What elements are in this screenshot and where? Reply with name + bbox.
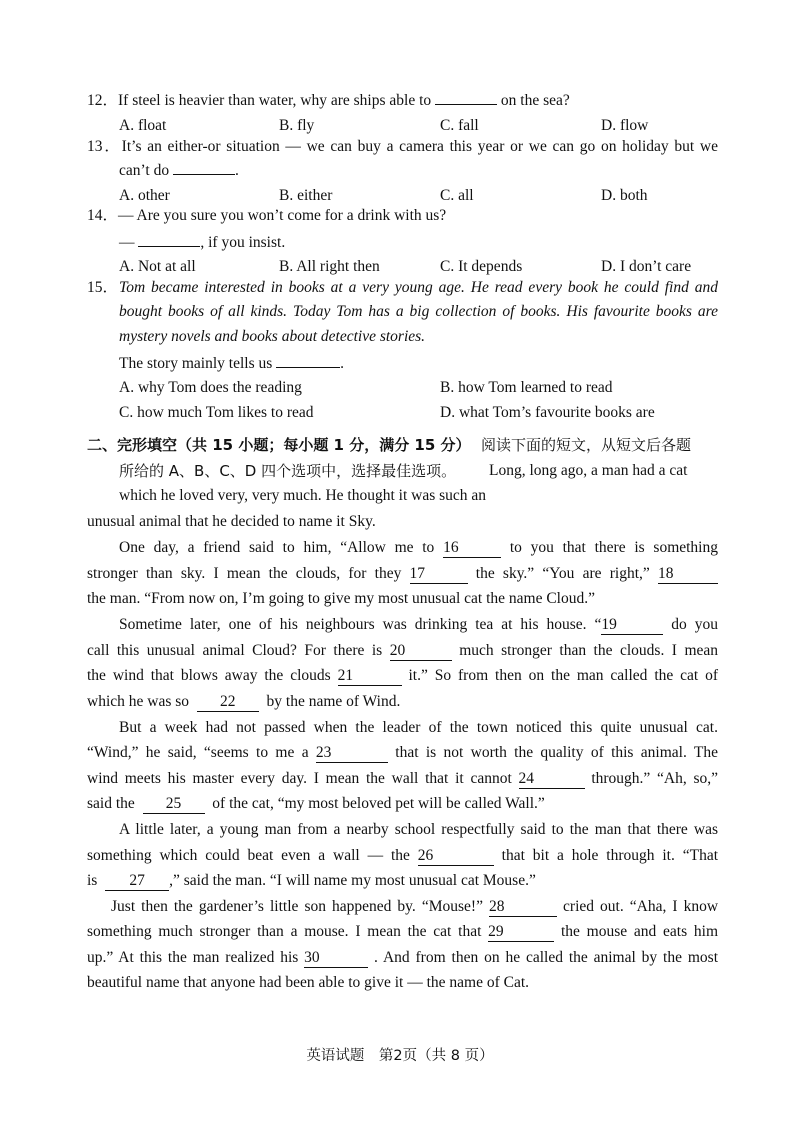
q15-blank xyxy=(276,353,340,368)
q15-passage-line1: Tom became interested in books at a very young age. He read every book he could find and xyxy=(119,279,718,296)
q14-option-a: A. Not at all xyxy=(119,258,196,275)
passage-opening-line3: unusual animal that he decided to name it Sky. xyxy=(87,513,376,530)
q15-passage-line2: bought books of all kinds. Today Tom has a big collection of books. His favourite books are xyxy=(119,303,718,320)
q13-option-c: C. all xyxy=(440,187,474,204)
cloze-blank-20: 20 xyxy=(390,642,452,661)
q15-option-c: C. how much Tom likes to read xyxy=(119,404,314,421)
cloze-blank-26: 26 xyxy=(418,847,494,866)
cloze-line: the wind that blows away the clouds 21 it.” So from then on the man called the cat of xyxy=(87,667,719,684)
cloze-blank-18: 18 xyxy=(658,565,718,584)
cloze-line: wind meets his master every day. I mean the wall that it cannot 24 through.” “Ah, so,” xyxy=(87,770,719,787)
passage-opening-line1: Long, long ago, a man had a cat xyxy=(489,462,688,479)
q14-blank xyxy=(138,232,200,247)
q14-option-b: B. All right then xyxy=(279,258,380,275)
cloze-line: is 27 ,” said the man. “I will name my most unusual cat Mouse.” xyxy=(87,872,536,889)
q15-stem: The story mainly tells us . xyxy=(119,355,345,372)
cloze-blank-24: 24 xyxy=(519,770,585,789)
q13-blank xyxy=(173,160,235,175)
cloze-blank-16: 16 xyxy=(443,539,501,558)
cloze-line: up.” At this the man realized his 30 . And from then on he called the animal by the most xyxy=(87,949,719,966)
cloze-blank-30: 30 xyxy=(304,949,368,968)
q13-option-b: B. either xyxy=(279,187,333,204)
q14-option-c: C. It depends xyxy=(440,258,523,275)
cloze-line: One day, a friend said to him, “Allow me to 16 to you that there is something xyxy=(119,539,718,556)
cloze-blank-19: 19 xyxy=(601,616,663,635)
cloze-line: something much stronger than a mouse. I mean the cat that 29 the mouse and eats him xyxy=(87,923,719,940)
cloze-line: the man. “From now on, I’m going to give my most unusual cat the name Cloud.” xyxy=(87,590,595,607)
q13-option-d: D. both xyxy=(601,187,648,204)
section2-heading: 二、完形填空（共 15 小题；每小题 1 分，满分 15 分） xyxy=(87,436,471,454)
passage-opening-line2: which he loved very, very much. He thought it was such an xyxy=(119,487,487,504)
page-footer: 英语试题 第2页（共 8 页） xyxy=(306,1048,494,1064)
section2-instruction-line2: 所给的 A、B、C、D 四个选项中，选择最佳选项。 xyxy=(119,462,457,480)
cloze-line: said the 25 of the cat, “my most beloved pet will be called Wall.” xyxy=(87,795,545,812)
cloze-blank-28: 28 xyxy=(489,898,557,917)
q12-blank xyxy=(435,90,497,105)
cloze-blank-21: 21 xyxy=(338,667,402,686)
cloze-line: A little later, a young man from a nearby school respectfully said to the man that there was xyxy=(119,821,718,838)
q12-option-d: D. flow xyxy=(601,117,649,134)
q15-passage-line3: mystery novels and books about detective stories. xyxy=(119,328,426,345)
q12-option-a: A. float xyxy=(119,117,167,134)
q15-number: 15． xyxy=(87,279,119,296)
cloze-blank-25: 25 xyxy=(143,795,205,814)
cloze-line: Just then the gardener’s little son happened by. “Mouse!” 28 cried out. “Aha, I know xyxy=(111,898,719,915)
cloze-line: “Wind,” he said, “seems to me a 23 that is not worth the quality of this animal. The xyxy=(87,744,719,761)
q12-option-b: B. fly xyxy=(279,117,315,134)
q15-option-b: B. how Tom learned to read xyxy=(440,379,613,396)
cloze-line: which he was so 22 by the name of Wind. xyxy=(87,693,401,710)
cloze-line: stronger than sky. I mean the clouds, for they 17 the sky.” “You are right,” 18 xyxy=(87,564,718,584)
cloze-blank-17: 17 xyxy=(410,565,468,584)
cloze-blank-23: 23 xyxy=(316,744,388,763)
q13-option-a: A. other xyxy=(119,187,170,204)
cloze-line: But a week had not passed when the leader of the town noticed this quite unusual cat. xyxy=(119,719,718,736)
q15-option-d: D. what Tom’s favourite books are xyxy=(440,404,655,421)
q14-stem-line2: — , if you insist. xyxy=(119,234,286,251)
cloze-blank-27: 27 xyxy=(105,872,169,891)
q13-stem-line1: 13．It’s an either-or situation — we can buy a camera this year or we can go on holiday but we xyxy=(87,138,718,155)
q14-option-d: D. I don’t care xyxy=(601,258,692,275)
q14-stem-line1: 14．— Are you sure you won’t come for a drink with us? xyxy=(87,207,447,224)
q15-option-a: A. why Tom does the reading xyxy=(119,379,302,396)
cloze-line: something which could beat even a wall — the 26 that bit a hole through it. “That xyxy=(87,847,719,864)
q12-option-c: C. fall xyxy=(440,117,479,134)
section2-instruction-line1: 阅读下面的短文，从短文后各题 xyxy=(481,436,692,454)
q12-stem: 12．If steel is heavier than water, why are ships able to on the sea? xyxy=(87,92,570,109)
cloze-blank-22: 22 xyxy=(197,693,259,712)
cloze-blank-29: 29 xyxy=(488,923,554,942)
cloze-line: call this unusual animal Cloud? For there is 20 much stronger than the clouds. I mean xyxy=(87,642,719,659)
cloze-line: Sometime later, one of his neighbours was drinking tea at his house. “19 do you xyxy=(119,616,719,633)
cloze-line: beautiful name that anyone had been able to give it — the name of Cat. xyxy=(87,974,530,991)
q13-stem-line2: can’t do . xyxy=(119,162,239,179)
